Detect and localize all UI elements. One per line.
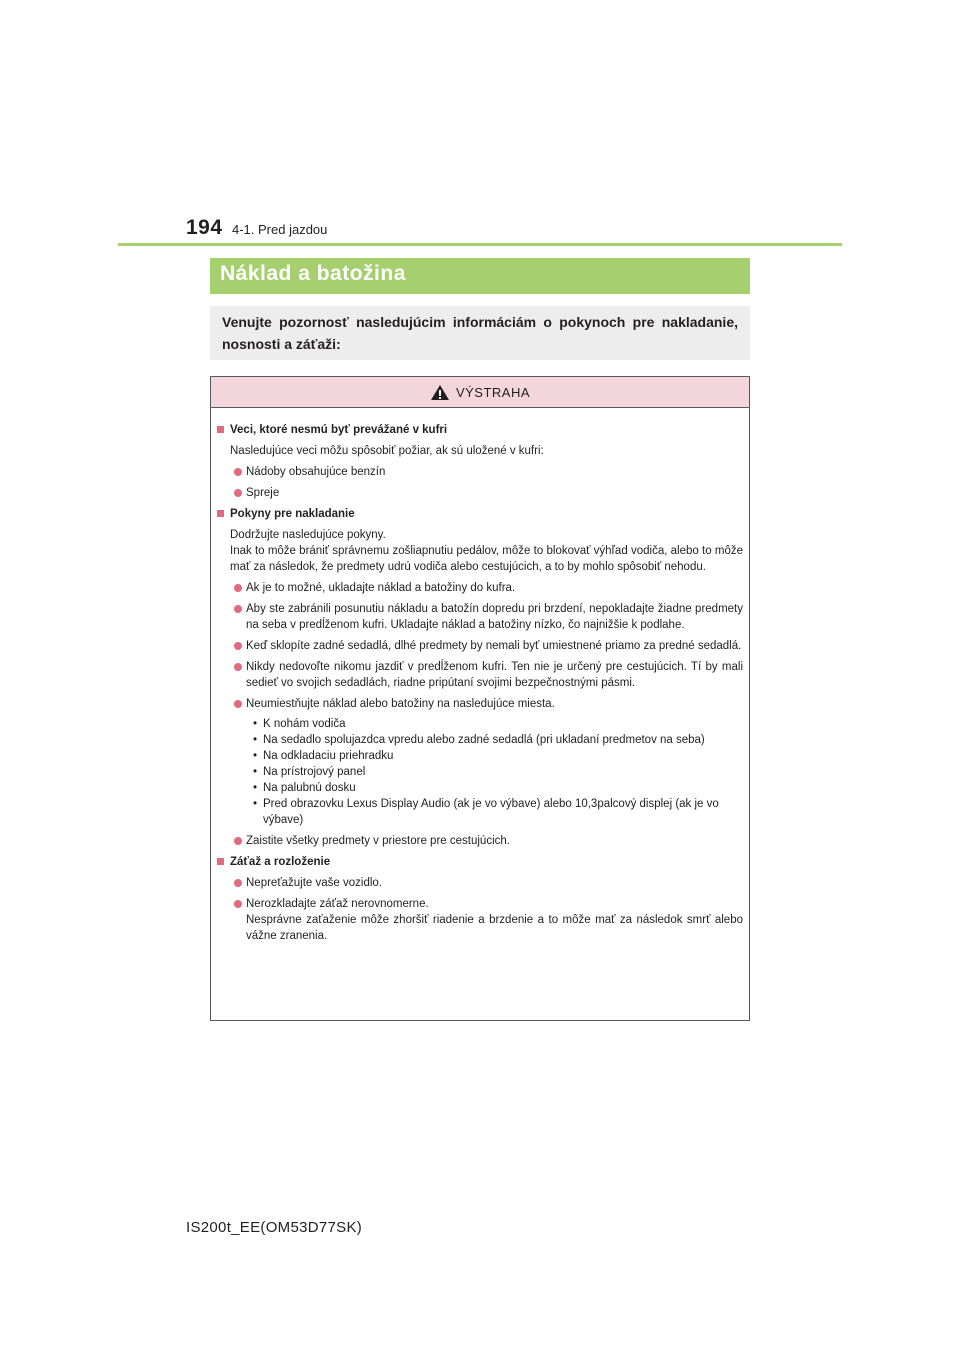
warning-header	[211, 377, 749, 408]
small-bullet-icon: •	[253, 766, 258, 778]
bullet-item	[234, 485, 743, 501]
page-title: Náklad a batožina	[220, 262, 406, 285]
section-paragraph: Dodržujte nasledujúce pokyny. Inak to môže brániť správnemu zošliapnutiu pedálov, môže to blokovať výhľad vodiča, alebo to môže mať za následok, že predmety udrú vodiča alebo cestujúcich, a to by mohlo spôsobiť nehodu.	[230, 529, 743, 573]
header-rule	[118, 243, 842, 246]
round-bullet-icon	[234, 489, 242, 497]
bullet-item	[234, 464, 743, 480]
bullet-item	[234, 580, 743, 596]
square-bullet-icon	[217, 510, 224, 517]
bullet-text: Neumiestňujte náklad alebo batožiny na nasledujúce miesta.	[246, 698, 555, 710]
round-bullet-icon	[234, 584, 242, 592]
sub-list	[253, 716, 743, 828]
page-number: 194	[186, 216, 223, 239]
warning-body	[211, 408, 749, 944]
bullet-item	[234, 875, 743, 891]
manual-code: IS200t_EE(OM53D77SK)	[186, 1219, 363, 1236]
round-bullet-icon	[234, 663, 242, 671]
bullet-text: Nikdy nedovoľte nikomu jazdiť v predĺženom kufri. Ten nie je určený pre cestujúcich. Tí by mali sedieť vo svojich sedadlách, riadne pripútaní svojimi bezpečnostnými pásmi.	[246, 661, 743, 689]
bullet-text: Spreje	[246, 487, 280, 499]
round-bullet-icon	[234, 605, 242, 613]
sub-list-item	[253, 764, 743, 780]
round-bullet-icon	[234, 837, 242, 845]
square-bullet-icon	[217, 858, 224, 865]
bullet-item	[234, 659, 743, 691]
title-bar	[210, 258, 750, 294]
warning-section-heading	[217, 854, 743, 870]
page-header	[0, 0, 960, 250]
sub-item-text: Na sedadlo spolujazdca vpredu alebo zadné sedadlá (pri ukladaní predmetov na seba)	[263, 734, 705, 746]
intro-box	[210, 306, 750, 360]
small-bullet-icon: •	[253, 798, 258, 810]
warning-section-heading	[217, 506, 743, 522]
sub-list-item	[253, 732, 743, 748]
sub-list-item	[253, 748, 743, 764]
heading-text: Záťaž a rozloženie	[230, 856, 331, 868]
bullet-text: Nerozkladajte záťaž nerovnomerne. Nesprávne zaťaženie môže zhoršiť riadenie a brzdenie a to môže mať za následok smrť alebo vážne zranenia.	[246, 898, 743, 942]
bullet-item	[234, 638, 743, 654]
bullet-item	[234, 601, 743, 633]
warning-triangle-icon	[430, 384, 450, 401]
bullet-text: Zaistite všetky predmety v priestore pre cestujúcich.	[246, 835, 510, 847]
round-bullet-icon	[234, 468, 242, 476]
bullet-item	[234, 833, 743, 849]
intro-text: Venujte pozornosť nasledujúcim informáciám o pokynoch pre nakladanie, nosnosti a záťaži:	[222, 314, 738, 352]
bullet-item	[234, 896, 743, 944]
sub-list-item	[253, 716, 743, 732]
section-label: 4-1. Pred jazdou	[232, 222, 328, 237]
sub-item-text: Na prístrojový panel	[263, 766, 366, 778]
small-bullet-icon: •	[253, 750, 258, 762]
small-bullet-icon: •	[253, 782, 258, 794]
small-bullet-icon: •	[253, 718, 258, 730]
sub-list-item	[253, 796, 743, 828]
bullet-text: Nepreťažujte vaše vozidlo.	[246, 877, 382, 889]
bullet-text: Aby ste zabránili posunutiu nákladu a batožín dopredu pri brzdení, nepokladajte žiadne predmety na seba v predĺženom kufri. Ukladajte náklad a batožiny nízko, čo najnižšie k podlahe.	[246, 603, 743, 631]
bullet-item	[234, 696, 743, 712]
round-bullet-icon	[234, 642, 242, 650]
warning-section-heading	[217, 422, 743, 438]
bullet-text: Keď sklopíte zadné sedadlá, dlhé predmety by nemali byť umiestnené priamo za predné sedadlá.	[246, 640, 742, 652]
sub-item-text: Pred obrazovku Lexus Display Audio (ak je vo výbave) alebo 10,3palcový displej (ak je vo výbave)	[263, 798, 719, 826]
round-bullet-icon	[234, 700, 242, 708]
heading-text: Veci, ktoré nesmú byť prevážané v kufri	[230, 424, 448, 436]
small-bullet-icon: •	[253, 734, 258, 746]
section-paragraph: Nasledujúce veci môžu spôsobiť požiar, ak sú uložené v kufri:	[230, 445, 544, 457]
heading-text: Pokyny pre nakladanie	[230, 508, 355, 520]
warning-label: VÝSTRAHA	[455, 384, 531, 400]
sub-item-text: Na odkladaciu priehradku	[263, 750, 394, 762]
sub-item-text: K nohám vodiča	[263, 718, 346, 730]
round-bullet-icon	[234, 879, 242, 887]
bullet-text: Nádoby obsahujúce benzín	[246, 466, 386, 478]
sub-list-item	[253, 780, 743, 796]
sub-item-text: Na palubnú dosku	[263, 782, 356, 794]
warning-box	[210, 376, 750, 1021]
square-bullet-icon	[217, 426, 224, 433]
round-bullet-icon	[234, 900, 242, 908]
bullet-text: Ak je to možné, ukladajte náklad a batožiny do kufra.	[246, 582, 516, 594]
